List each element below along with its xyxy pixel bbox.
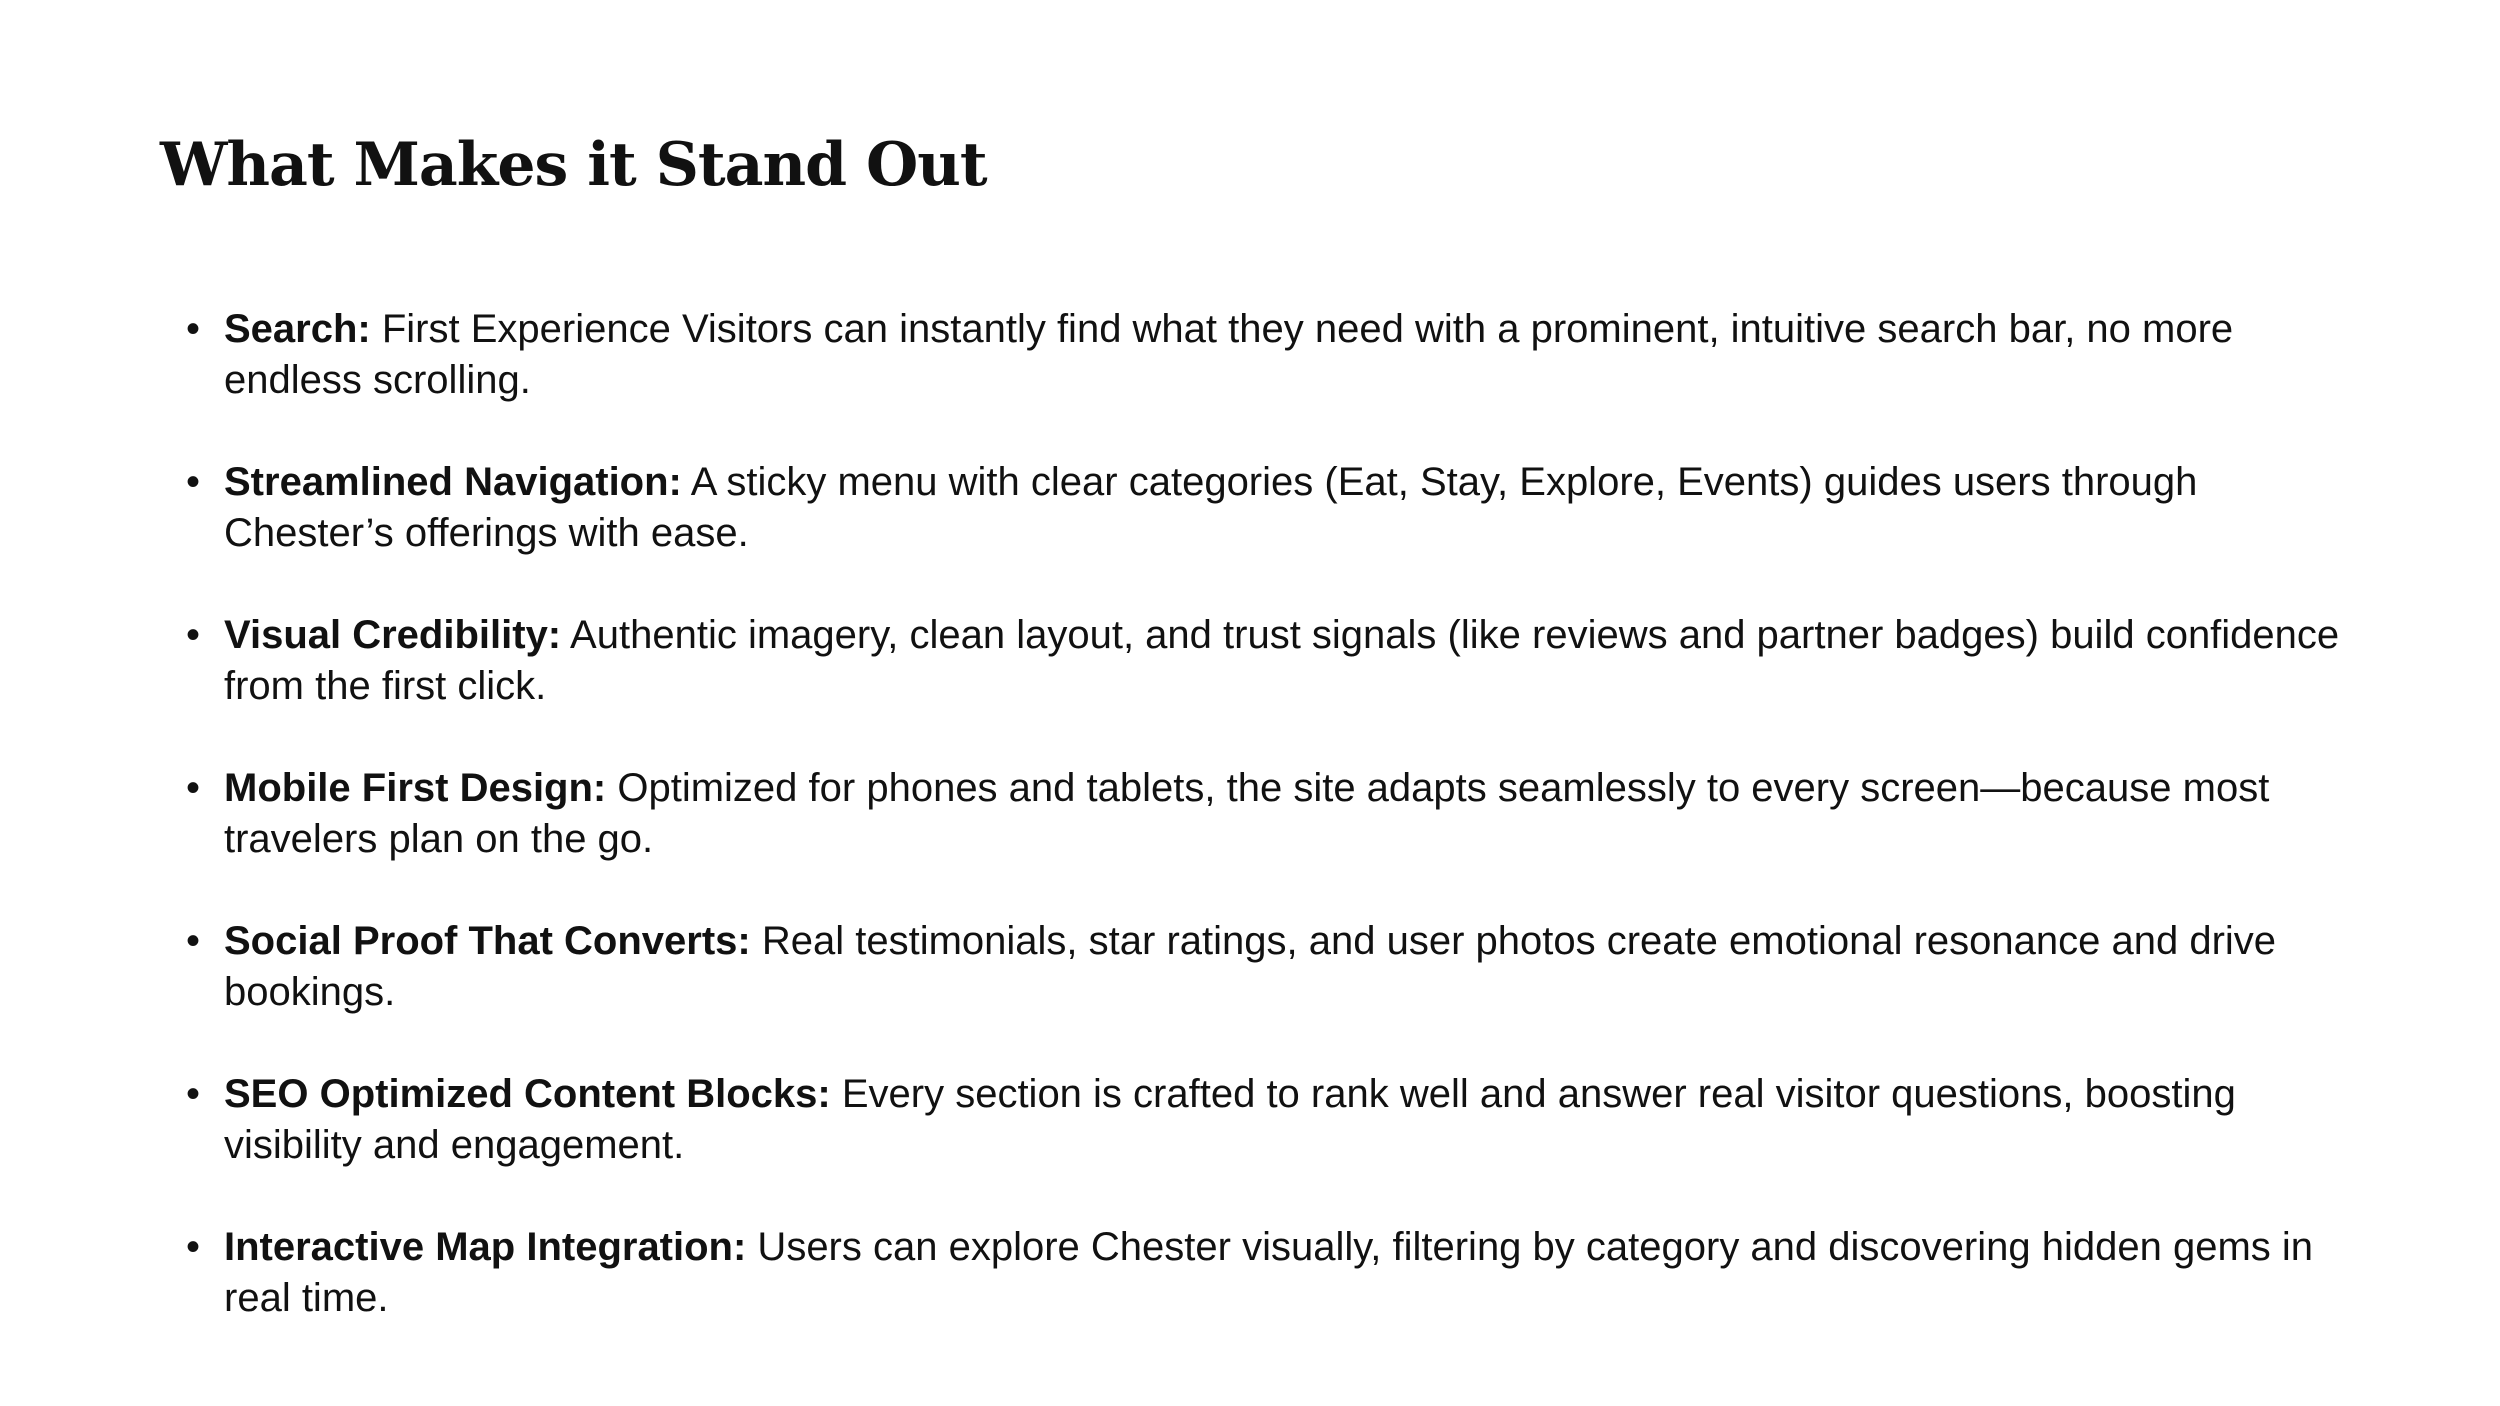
list-item <box>186 457 2344 610</box>
list-item <box>186 916 2344 1069</box>
feature-description: First Experience Visitors can instantly find what they need with a prominent, intuitive search bar, no more endless scrolling. <box>224 307 2234 402</box>
list-item <box>186 1222 2344 1375</box>
list-item <box>186 610 2344 763</box>
feature-term: Visual Credibility: <box>224 613 562 657</box>
feature-term: Streamlined Navigation: <box>224 460 682 504</box>
feature-description: Optimized for phones and tablets, the site adapts seamlessly to every screen—because most travelers plan on the go. <box>224 766 2270 861</box>
list-item <box>186 1069 2344 1222</box>
feature-term: Social Proof That Converts: <box>224 919 751 963</box>
bullet-icon: • <box>186 919 201 963</box>
feature-description: Every section is crafted to rank well and answer real visitor questions, boosting visibility and engagement. <box>224 1072 2236 1167</box>
feature-description: Authentic imagery, clean layout, and trust signals (like reviews and partner badges) build confidence from the first click. <box>224 613 2340 708</box>
feature-description: Real testimonials, star ratings, and user photos create emotional resonance and drive bookings. <box>224 919 2277 1014</box>
bullet-icon: • <box>186 460 201 504</box>
feature-description: A sticky menu with clear categories (Eat, Stay, Explore, Events) guides users through Chester’s offerings with ease. <box>224 460 2198 555</box>
feature-description: Users can explore Chester visually, filtering by category and discovering hidden gems in real time. <box>224 1225 2314 1320</box>
bullet-icon: • <box>186 766 201 810</box>
page-title: What Makes it Stand Out <box>160 130 987 200</box>
feature-term: Interactive Map Integration: <box>224 1225 747 1269</box>
bullet-icon: • <box>186 1072 201 1116</box>
feature-term: SEO Optimized Content Blocks: <box>224 1072 831 1116</box>
bullet-icon: • <box>186 1225 201 1269</box>
list-item <box>186 763 2344 916</box>
bullet-icon: • <box>186 307 201 351</box>
list-item <box>186 304 2344 457</box>
bullet-icon: • <box>186 613 201 657</box>
feature-list <box>178 304 2344 1375</box>
feature-term: Mobile First Design: <box>224 766 607 810</box>
feature-term: Search: <box>224 307 371 351</box>
